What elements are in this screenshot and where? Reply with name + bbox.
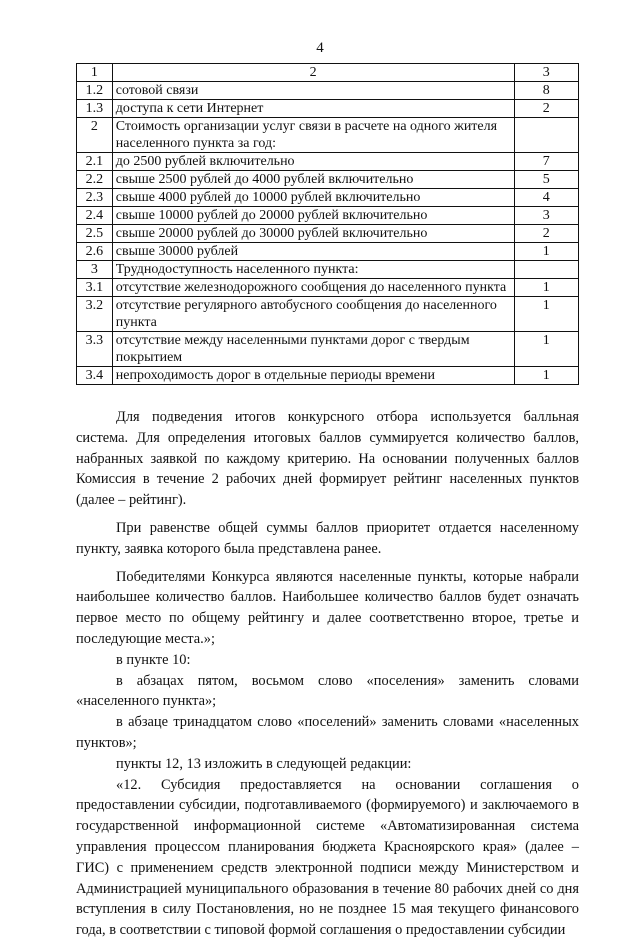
row-criterion: до 2500 рублей включительно	[112, 153, 514, 171]
table-row	[77, 367, 579, 385]
header-cell-number: 1	[77, 64, 113, 82]
row-number: 2.1	[77, 153, 113, 171]
row-number: 2.2	[77, 171, 113, 189]
row-score: 8	[514, 82, 578, 100]
table-row	[77, 171, 579, 189]
paragraph-scoring-system: Для подведения итогов конкурсного отбора используется балльная система. Для определения итоговых баллов суммируется количество баллов, набранных заявкой по каждому критерию. На основании полученных баллов Комиссия в течение 2 рабочих дней формирует рейтинг населенных пунктов (далее – рейтинг).	[76, 409, 579, 509]
paragraph-point-10: в пункте 10:	[116, 651, 191, 668]
row-number: 3.1	[77, 279, 113, 297]
header-cell-criterion: 2	[112, 64, 514, 82]
row-criterion: Стоимость организации услуг связи в расчете на одного жителя населенного пункта за год:	[112, 118, 514, 153]
row-criterion: свыше 2500 рублей до 4000 рублей включительно	[112, 171, 514, 189]
paragraph-amend-5-8: в абзацах пятом, восьмом слово «поселения» заменить словами «населенного пункта»;	[76, 672, 579, 710]
header-cell-score: 3	[514, 64, 578, 82]
row-criterion: Труднодоступность населенного пункта:	[112, 261, 514, 279]
row-number: 2.3	[77, 189, 113, 207]
row-score: 1	[514, 297, 578, 332]
row-score: 3	[514, 207, 578, 225]
paragraph-points-12-13: пункты 12, 13 изложить в следующей редакции:	[116, 755, 412, 772]
row-number: 1.2	[77, 82, 113, 100]
row-criterion: сотовой связи	[112, 82, 514, 100]
row-criterion: непроходимость дорог в отдельные периоды времени	[112, 367, 514, 385]
row-number: 1.3	[77, 100, 113, 118]
row-criterion: отсутствие регулярного автобусного сообщения до населенного пункта	[112, 297, 514, 332]
row-criterion: отсутствие железнодорожного сообщения до населенного пункта	[112, 279, 514, 297]
row-score: 1	[514, 367, 578, 385]
row-criterion: отсутствие между населенными пунктами дорог с твердым покрытием	[112, 332, 514, 367]
table-row	[77, 332, 579, 367]
row-score: 2	[514, 100, 578, 118]
table-row	[77, 82, 579, 100]
paragraph-amend-13: в абзаце тринадцатом слово «поселений» заменить словами «населенных пунктов»;	[76, 714, 579, 751]
table-row	[77, 243, 579, 261]
row-criterion: свыше 30000 рублей	[112, 243, 514, 261]
row-score: 7	[514, 153, 578, 171]
table-row	[77, 225, 579, 243]
row-number: 2.5	[77, 225, 113, 243]
row-criterion: доступа к сети Интернет	[112, 100, 514, 118]
paragraph-point-12-text: «12. Субсидия предоставляется на основании соглашения о предоставлении субсидии, подготавливаемого (формируемого) и заключаемого в государственной информационной системе «Автоматизированная система управления процессом планирования бюджета Красноярского края» (далее – ГИС) с применением средств электронной подписи между Министерством и Администрацией муниципального образования в течение 80 рабочих дней со дня вступления в силу Постановления, но не позднее 15 мая текущего финансового года, в соответствии с типовой формой соглашения о предоставлении субсидии	[76, 776, 579, 939]
paragraph-equal-score-priority: При равенстве общей суммы баллов приоритет отдается населенному пункту, заявка которого была представлена ранее.	[76, 519, 579, 557]
table-row	[77, 297, 579, 332]
row-number: 2.6	[77, 243, 113, 261]
row-number: 3.4	[77, 367, 113, 385]
table-row	[77, 118, 579, 153]
row-criterion: свыше 10000 рублей до 20000 рублей включительно	[112, 207, 514, 225]
row-number: 2	[77, 118, 113, 153]
table-row	[77, 100, 579, 118]
table-row	[77, 261, 579, 279]
row-score: 1	[514, 279, 578, 297]
row-number: 3	[77, 261, 113, 279]
row-score: 1	[514, 243, 578, 261]
row-score: 2	[514, 225, 578, 243]
paragraph-winners: Победителями Конкурса являются населенные пункты, которые набрали наибольшее количество баллов. Наибольшее количество баллов будет означать первое место по общему рейтингу и далее соответственно второе, третье и последующие места.»;	[76, 568, 579, 647]
criteria-table	[76, 63, 579, 385]
row-score: 4	[514, 189, 578, 207]
row-criterion: свыше 4000 рублей до 10000 рублей включительно	[112, 189, 514, 207]
body-text	[76, 407, 579, 941]
table-header-row	[77, 64, 579, 82]
table-row	[77, 189, 579, 207]
row-score	[514, 118, 578, 153]
row-score: 5	[514, 171, 578, 189]
row-score	[514, 261, 578, 279]
row-number: 3.2	[77, 297, 113, 332]
row-number: 3.3	[77, 332, 113, 367]
row-number: 2.4	[77, 207, 113, 225]
row-criterion: свыше 20000 рублей до 30000 рублей включительно	[112, 225, 514, 243]
table-row	[77, 279, 579, 297]
row-score: 1	[514, 332, 578, 367]
page-number: 4	[316, 40, 324, 56]
table-row	[77, 207, 579, 225]
table-row	[77, 153, 579, 171]
